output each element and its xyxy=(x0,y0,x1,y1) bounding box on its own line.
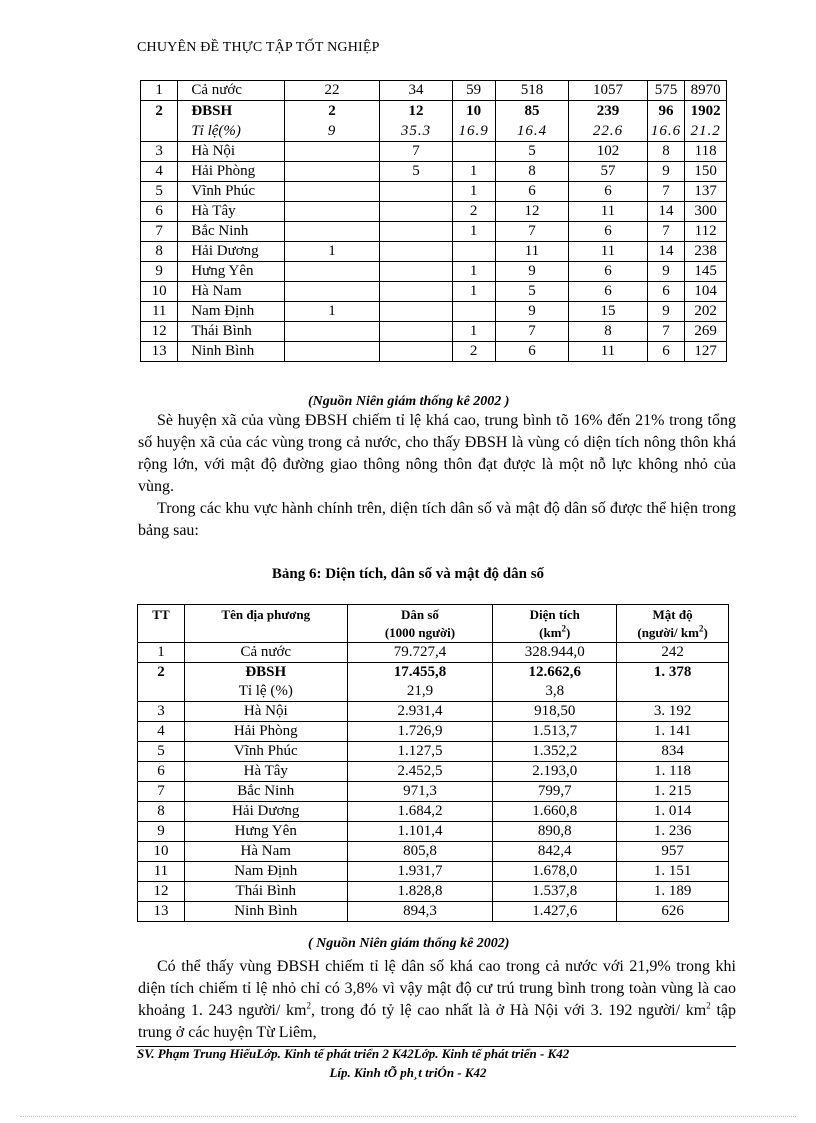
table-cell: 1. 118 xyxy=(617,762,729,782)
table-cell: 150 xyxy=(685,162,727,182)
table-cell: 4 xyxy=(138,722,185,742)
table-cell: 2.931,4 xyxy=(347,702,493,722)
table-cell: 1.678,0 xyxy=(493,862,617,882)
table-row xyxy=(141,282,727,302)
table-cell: 9 xyxy=(495,262,568,282)
table-cell: 1 xyxy=(452,182,495,202)
density-unit-text: (người/ km xyxy=(637,625,699,640)
dbsh-value: 10 xyxy=(466,103,482,119)
table-cell: 1.660,8 xyxy=(493,802,617,822)
table-cell: 1. 189 xyxy=(617,882,729,902)
table-cell: 3 xyxy=(138,702,185,722)
table-caption: Bảng 6: Diện tích, dân số và mật độ dân số xyxy=(271,566,545,582)
table-cell: 1.513,7 xyxy=(493,722,617,742)
region-name-cell: Thái Bình xyxy=(178,322,284,342)
table-row xyxy=(138,762,729,782)
region-name-cell: Hà Nam xyxy=(178,282,284,302)
table-cell: 11 xyxy=(569,242,648,262)
table-cell: 118 xyxy=(685,142,727,162)
region-name-cell: Hà Nội xyxy=(178,142,284,162)
table-cell: 5 xyxy=(495,282,568,302)
table-cell xyxy=(452,302,495,322)
region-name-cell: Thái Bình xyxy=(184,882,347,902)
dbsh-value: 85 xyxy=(524,103,540,119)
table-cell: 1. 378 xyxy=(617,663,729,702)
table-cell: 8 xyxy=(138,802,185,822)
table-cell: 13 xyxy=(138,902,185,922)
table-cell: 238 xyxy=(685,242,727,262)
region-name-cell: Cả nước xyxy=(178,81,284,101)
table-cell: 1.537,8 xyxy=(493,882,617,902)
table-cell: 9 xyxy=(647,162,685,182)
table-cell: 7 xyxy=(647,222,685,242)
region-name-cell: Hưng Yên xyxy=(178,262,284,282)
table-cell xyxy=(685,101,727,142)
table-cell: 5 xyxy=(141,182,178,202)
table-cell xyxy=(284,282,380,302)
table-cell xyxy=(380,182,452,202)
table-cell: 22 xyxy=(284,81,380,101)
table-cell: 6 xyxy=(569,222,648,242)
region-name-cell: Nam Định xyxy=(184,862,347,882)
source-note-2: ( Nguồn Niên giám thống kê 2002) xyxy=(308,936,510,951)
table-cell: 8 xyxy=(141,242,178,262)
table-row xyxy=(141,162,727,182)
header-area-label: Diện tích xyxy=(529,607,580,622)
table-cell: 799,7 xyxy=(493,782,617,802)
region-name-cell: Hà Nam xyxy=(184,842,347,862)
dbsh-ratio: 21.2 xyxy=(690,123,721,139)
table-cell: 8 xyxy=(647,142,685,162)
page-header: CHUYÊN ĐỀ THỰC TẬP TỐT NGHIỆP xyxy=(137,40,380,55)
table-cell: 137 xyxy=(685,182,727,202)
dbsh-ratio_label: Tỉ lệ (%) xyxy=(238,683,293,699)
footer-line-2: Líp. Kinh tÕ ph¸t triÓn - K42 xyxy=(329,1065,487,1080)
table-cell xyxy=(347,663,493,702)
paragraph-3-part-2: , trong đó tỷ lệ cao nhất là ở Hà Nội với 3. 192 người/ km xyxy=(310,1002,707,1019)
district-count-table xyxy=(140,80,727,362)
table-cell: 1 xyxy=(452,322,495,342)
table-cell: 1 xyxy=(138,643,185,663)
dbsh-value: 96 xyxy=(658,103,674,119)
table-cell: 1.101,4 xyxy=(347,822,493,842)
table-cell xyxy=(452,142,495,162)
table-cell: 957 xyxy=(617,842,729,862)
table-row xyxy=(138,742,729,762)
table-cell xyxy=(184,663,347,702)
table-cell: 1 xyxy=(284,242,380,262)
table-cell xyxy=(380,322,452,342)
table-cell: 1057 xyxy=(569,81,648,101)
table-cell xyxy=(284,101,380,142)
table-cell xyxy=(284,142,380,162)
region-name-cell: Bắc Ninh xyxy=(178,222,284,242)
table-cell: 14 xyxy=(647,202,685,222)
table-cell: 11 xyxy=(141,302,178,322)
table-cell: 2 xyxy=(141,101,178,142)
table-cell: 2 xyxy=(138,663,185,702)
dbsh-ratio: 16.4 xyxy=(516,123,548,139)
density-unit-sup: 2 xyxy=(698,623,704,634)
region-name-cell: Hà Tây xyxy=(178,202,284,222)
dbsh-value: 12 xyxy=(408,103,424,119)
table-cell: 575 xyxy=(647,81,685,101)
table-cell: 1. 151 xyxy=(617,862,729,882)
table-cell: 6 xyxy=(647,282,685,302)
table-cell: 1.931,7 xyxy=(347,862,493,882)
table-cell: 1. 141 xyxy=(617,722,729,742)
table-cell: 971,3 xyxy=(347,782,493,802)
table-cell xyxy=(569,101,648,142)
table-cell: 918,50 xyxy=(493,702,617,722)
table-cell: 7 xyxy=(647,322,685,342)
table-cell xyxy=(380,222,452,242)
table-cell: 1 xyxy=(452,282,495,302)
table-cell xyxy=(380,282,452,302)
dbsh-row xyxy=(138,663,729,702)
region-name-cell: Hải Dương xyxy=(184,802,347,822)
region-name-cell: Hà Nội xyxy=(184,702,347,722)
dbsh-pop: 17.455,8 xyxy=(393,664,447,680)
table-cell: 59 xyxy=(452,81,495,101)
table-cell: 79.727,4 xyxy=(347,643,493,663)
paragraph-3-sup-2: 2 xyxy=(706,1000,711,1011)
dbsh-value: 1902 xyxy=(690,103,721,119)
area-unit-text: (km xyxy=(539,625,562,640)
table-cell: 7 xyxy=(138,782,185,802)
footer-line-1: SV. Phạm Trung HiếuLớp. Kinh tế phát triển 2 K42Lớp. Kinh tế phát triển - K42 xyxy=(137,1046,570,1061)
table-cell xyxy=(284,162,380,182)
table-cell: 1.828,8 xyxy=(347,882,493,902)
table-cell: 14 xyxy=(647,242,685,262)
region-name-cell: Hải Phòng xyxy=(178,162,284,182)
table-cell: 894,3 xyxy=(347,902,493,922)
page-bottom-dotted-line xyxy=(20,1116,796,1117)
dbsh-area_ratio: 3,8 xyxy=(545,683,565,699)
table-cell xyxy=(380,101,452,142)
ratio-label: Tỉ lệ(%) xyxy=(191,123,241,139)
table-cell: 34 xyxy=(380,81,452,101)
table-cell: 2 xyxy=(452,202,495,222)
header-density xyxy=(617,605,729,643)
table-cell xyxy=(284,182,380,202)
table-cell: 15 xyxy=(569,302,648,322)
table-cell: 1 xyxy=(284,302,380,322)
table-cell: 2.193,0 xyxy=(493,762,617,782)
table-cell xyxy=(284,202,380,222)
region-name-cell: Hải Phòng xyxy=(184,722,347,742)
table-cell: 3 xyxy=(141,142,178,162)
table-row xyxy=(138,702,729,722)
region-name-cell: Vĩnh Phúc xyxy=(178,182,284,202)
table-row xyxy=(138,862,729,882)
header-density-unit xyxy=(617,624,728,642)
table-cell: 6 xyxy=(138,762,185,782)
table-cell xyxy=(380,202,452,222)
dbsh-row xyxy=(141,101,727,142)
header-tt: TT xyxy=(138,605,185,643)
table-cell xyxy=(495,101,568,142)
dbsh-ratio: 35.3 xyxy=(400,123,432,139)
table-cell: 8 xyxy=(569,322,648,342)
table-cell: 842,4 xyxy=(493,842,617,862)
table-cell: 2.452,5 xyxy=(347,762,493,782)
table-cell xyxy=(284,222,380,242)
table-cell: 6 xyxy=(495,342,568,362)
header-density-label: Mật độ xyxy=(652,607,693,622)
table-cell: 3. 192 xyxy=(617,702,729,722)
header-area-unit xyxy=(493,624,616,642)
table-cell: 9 xyxy=(141,262,178,282)
table-cell: 202 xyxy=(685,302,727,322)
table-cell: 269 xyxy=(685,322,727,342)
table-cell: 10 xyxy=(141,282,178,302)
region-name-cell: Hưng Yên xyxy=(184,822,347,842)
density-unit-close: ) xyxy=(703,625,708,640)
population-table xyxy=(137,604,729,922)
table-cell: 9 xyxy=(647,302,685,322)
table-cell: 11 xyxy=(495,242,568,262)
table-row xyxy=(141,242,727,262)
dbsh-area: 12.662,6 xyxy=(528,664,581,680)
table-cell: 1.352,2 xyxy=(493,742,617,762)
table-cell: 11 xyxy=(569,202,648,222)
dbsh-ratio: 22.6 xyxy=(592,123,624,139)
table-row xyxy=(138,802,729,822)
table-row xyxy=(138,822,729,842)
table-cell: 13 xyxy=(141,342,178,362)
region-name-cell: Vĩnh Phúc xyxy=(184,742,347,762)
header-population-label: Dân số xyxy=(401,607,439,622)
table-cell: 127 xyxy=(685,342,727,362)
dbsh-ratio: 9 xyxy=(327,123,337,139)
paragraph-1: Sè huyện xã của vùng ĐBSH chiếm tỉ lệ khá cao, trung bình tõ 16% đến 21% trong tổng số huyện xã của các vùng trong cả nước, cho thấy ĐBSH là vùng có diện tích nông thôn khá rộng lớn, với mật độ đường giao thông nông thôn đạt được là một nỗ lực không nhỏ của vùng. xyxy=(138,412,736,495)
table-cell: 890,8 xyxy=(493,822,617,842)
paragraph-3-part-1: Có thể thấy vùng ĐBSH chiếm tỉ lệ dân số khá cao trong cả nước với 21,9% trong khi diện tích chiếm tỉ lệ nhỏ chỉ có 3,8% vì vậy mật độ cư trú trung bình trong toàn vùng là cao khoảng 1. 243 người/ km xyxy=(138,958,736,1019)
table-cell: 4 xyxy=(141,162,178,182)
table-row xyxy=(138,902,729,922)
table-cell: 12 xyxy=(495,202,568,222)
table-row xyxy=(141,342,727,362)
table-cell: 8 xyxy=(495,162,568,182)
area-unit-close: ) xyxy=(566,625,571,640)
table-cell xyxy=(380,262,452,282)
table-cell: 1.427,6 xyxy=(493,902,617,922)
table-cell xyxy=(647,101,685,142)
dbsh-ratio: 16.6 xyxy=(650,123,682,139)
table-header-row xyxy=(138,605,729,643)
table-cell xyxy=(493,663,617,702)
region-name-cell: Hải Dương xyxy=(178,242,284,262)
table-row xyxy=(141,182,727,202)
table-cell xyxy=(380,242,452,262)
table-cell: 1.127,5 xyxy=(347,742,493,762)
region-name-cell xyxy=(178,101,284,142)
table-cell: 10 xyxy=(138,842,185,862)
table-cell: 328.944,0 xyxy=(493,643,617,663)
table-cell xyxy=(284,342,380,362)
table-cell: 834 xyxy=(617,742,729,762)
region-name-cell: Bắc Ninh xyxy=(184,782,347,802)
table-cell: 6 xyxy=(569,282,648,302)
table-cell: 9 xyxy=(495,302,568,322)
region-name-cell: Ninh Bình xyxy=(184,902,347,922)
table-row xyxy=(141,202,727,222)
dbsh-name: ĐBSH xyxy=(191,103,233,119)
dbsh-value: 239 xyxy=(596,103,620,119)
header-name: Tên địa phương xyxy=(184,605,347,643)
region-name-cell: Ninh Bình xyxy=(178,342,284,362)
dbsh-value: 2 xyxy=(328,103,336,119)
source-note-1: (Nguồn Niên giám thống kê 2002 ) xyxy=(308,394,510,409)
table-cell: 6 xyxy=(141,202,178,222)
table-cell: 6 xyxy=(647,342,685,362)
table-row xyxy=(141,81,727,101)
table-cell: 1.726,9 xyxy=(347,722,493,742)
table-cell: 1. 215 xyxy=(617,782,729,802)
table-cell: 1. 014 xyxy=(617,802,729,822)
table-row xyxy=(141,302,727,322)
table-cell: 6 xyxy=(569,182,648,202)
table-cell: 1 xyxy=(141,81,178,101)
header-population xyxy=(347,605,493,643)
table-row xyxy=(138,643,729,663)
table-cell: 7 xyxy=(141,222,178,242)
table-cell: 112 xyxy=(685,222,727,242)
table-row xyxy=(138,722,729,742)
paragraph-3 xyxy=(138,956,736,1044)
region-name-cell: Hà Tây xyxy=(184,762,347,782)
dbsh-name: ĐBSH xyxy=(245,664,287,680)
dbsh-pop_ratio: 21,9 xyxy=(406,683,434,699)
table-cell: 5 xyxy=(138,742,185,762)
table-cell: 7 xyxy=(495,322,568,342)
table-cell xyxy=(380,302,452,322)
table-row xyxy=(141,142,727,162)
table-cell: 242 xyxy=(617,643,729,663)
table-cell: 57 xyxy=(569,162,648,182)
table-row xyxy=(141,262,727,282)
table-cell: 7 xyxy=(647,182,685,202)
paragraph-3-sup-1: 2 xyxy=(306,1000,311,1011)
region-name-cell: Cả nước xyxy=(184,643,347,663)
table-cell: 12 xyxy=(138,882,185,902)
table-cell: 518 xyxy=(495,81,568,101)
table-row xyxy=(138,882,729,902)
paragraph-3-part-3: tập trung ở các huyện Từ Liêm, xyxy=(138,1002,736,1041)
table-cell: 104 xyxy=(685,282,727,302)
dbsh-ratio: 16.9 xyxy=(458,123,489,139)
region-name-cell: Nam Định xyxy=(178,302,284,322)
table-cell xyxy=(284,322,380,342)
table-cell: 5 xyxy=(495,142,568,162)
table-cell xyxy=(380,342,452,362)
table-cell: 12 xyxy=(141,322,178,342)
table-row xyxy=(141,322,727,342)
paragraph-2: Trong các khu vực hành chính trên, diện tích dân số và mật độ dân số được thể hiện trong bảng sau: xyxy=(138,500,736,539)
area-unit-sup: 2 xyxy=(561,623,567,634)
table-cell: 2 xyxy=(452,342,495,362)
table-cell: 300 xyxy=(685,202,727,222)
table-cell: 1 xyxy=(452,262,495,282)
table-cell: 7 xyxy=(380,142,452,162)
table-cell: 9 xyxy=(138,822,185,842)
table-cell: 6 xyxy=(569,262,648,282)
table-cell xyxy=(452,101,495,142)
table-cell: 145 xyxy=(685,262,727,282)
table-cell: 6 xyxy=(495,182,568,202)
table-row xyxy=(138,842,729,862)
table-cell: 11 xyxy=(138,862,185,882)
table-cell: 1. 236 xyxy=(617,822,729,842)
table-cell: 102 xyxy=(569,142,648,162)
table-cell: 805,8 xyxy=(347,842,493,862)
header-area xyxy=(493,605,617,643)
table-cell: 1 xyxy=(452,222,495,242)
header-population-unit: (1000 người) xyxy=(384,625,456,640)
table-cell: 626 xyxy=(617,902,729,922)
table-cell: 11 xyxy=(569,342,648,362)
table-cell: 5 xyxy=(380,162,452,182)
table-cell: 9 xyxy=(647,262,685,282)
table-cell: 7 xyxy=(495,222,568,242)
table-row xyxy=(138,782,729,802)
table-cell: 1.684,2 xyxy=(347,802,493,822)
table-cell: 1 xyxy=(452,162,495,182)
table-cell: 8970 xyxy=(685,81,727,101)
table-cell xyxy=(284,262,380,282)
table-row xyxy=(141,222,727,242)
table-cell xyxy=(452,242,495,262)
